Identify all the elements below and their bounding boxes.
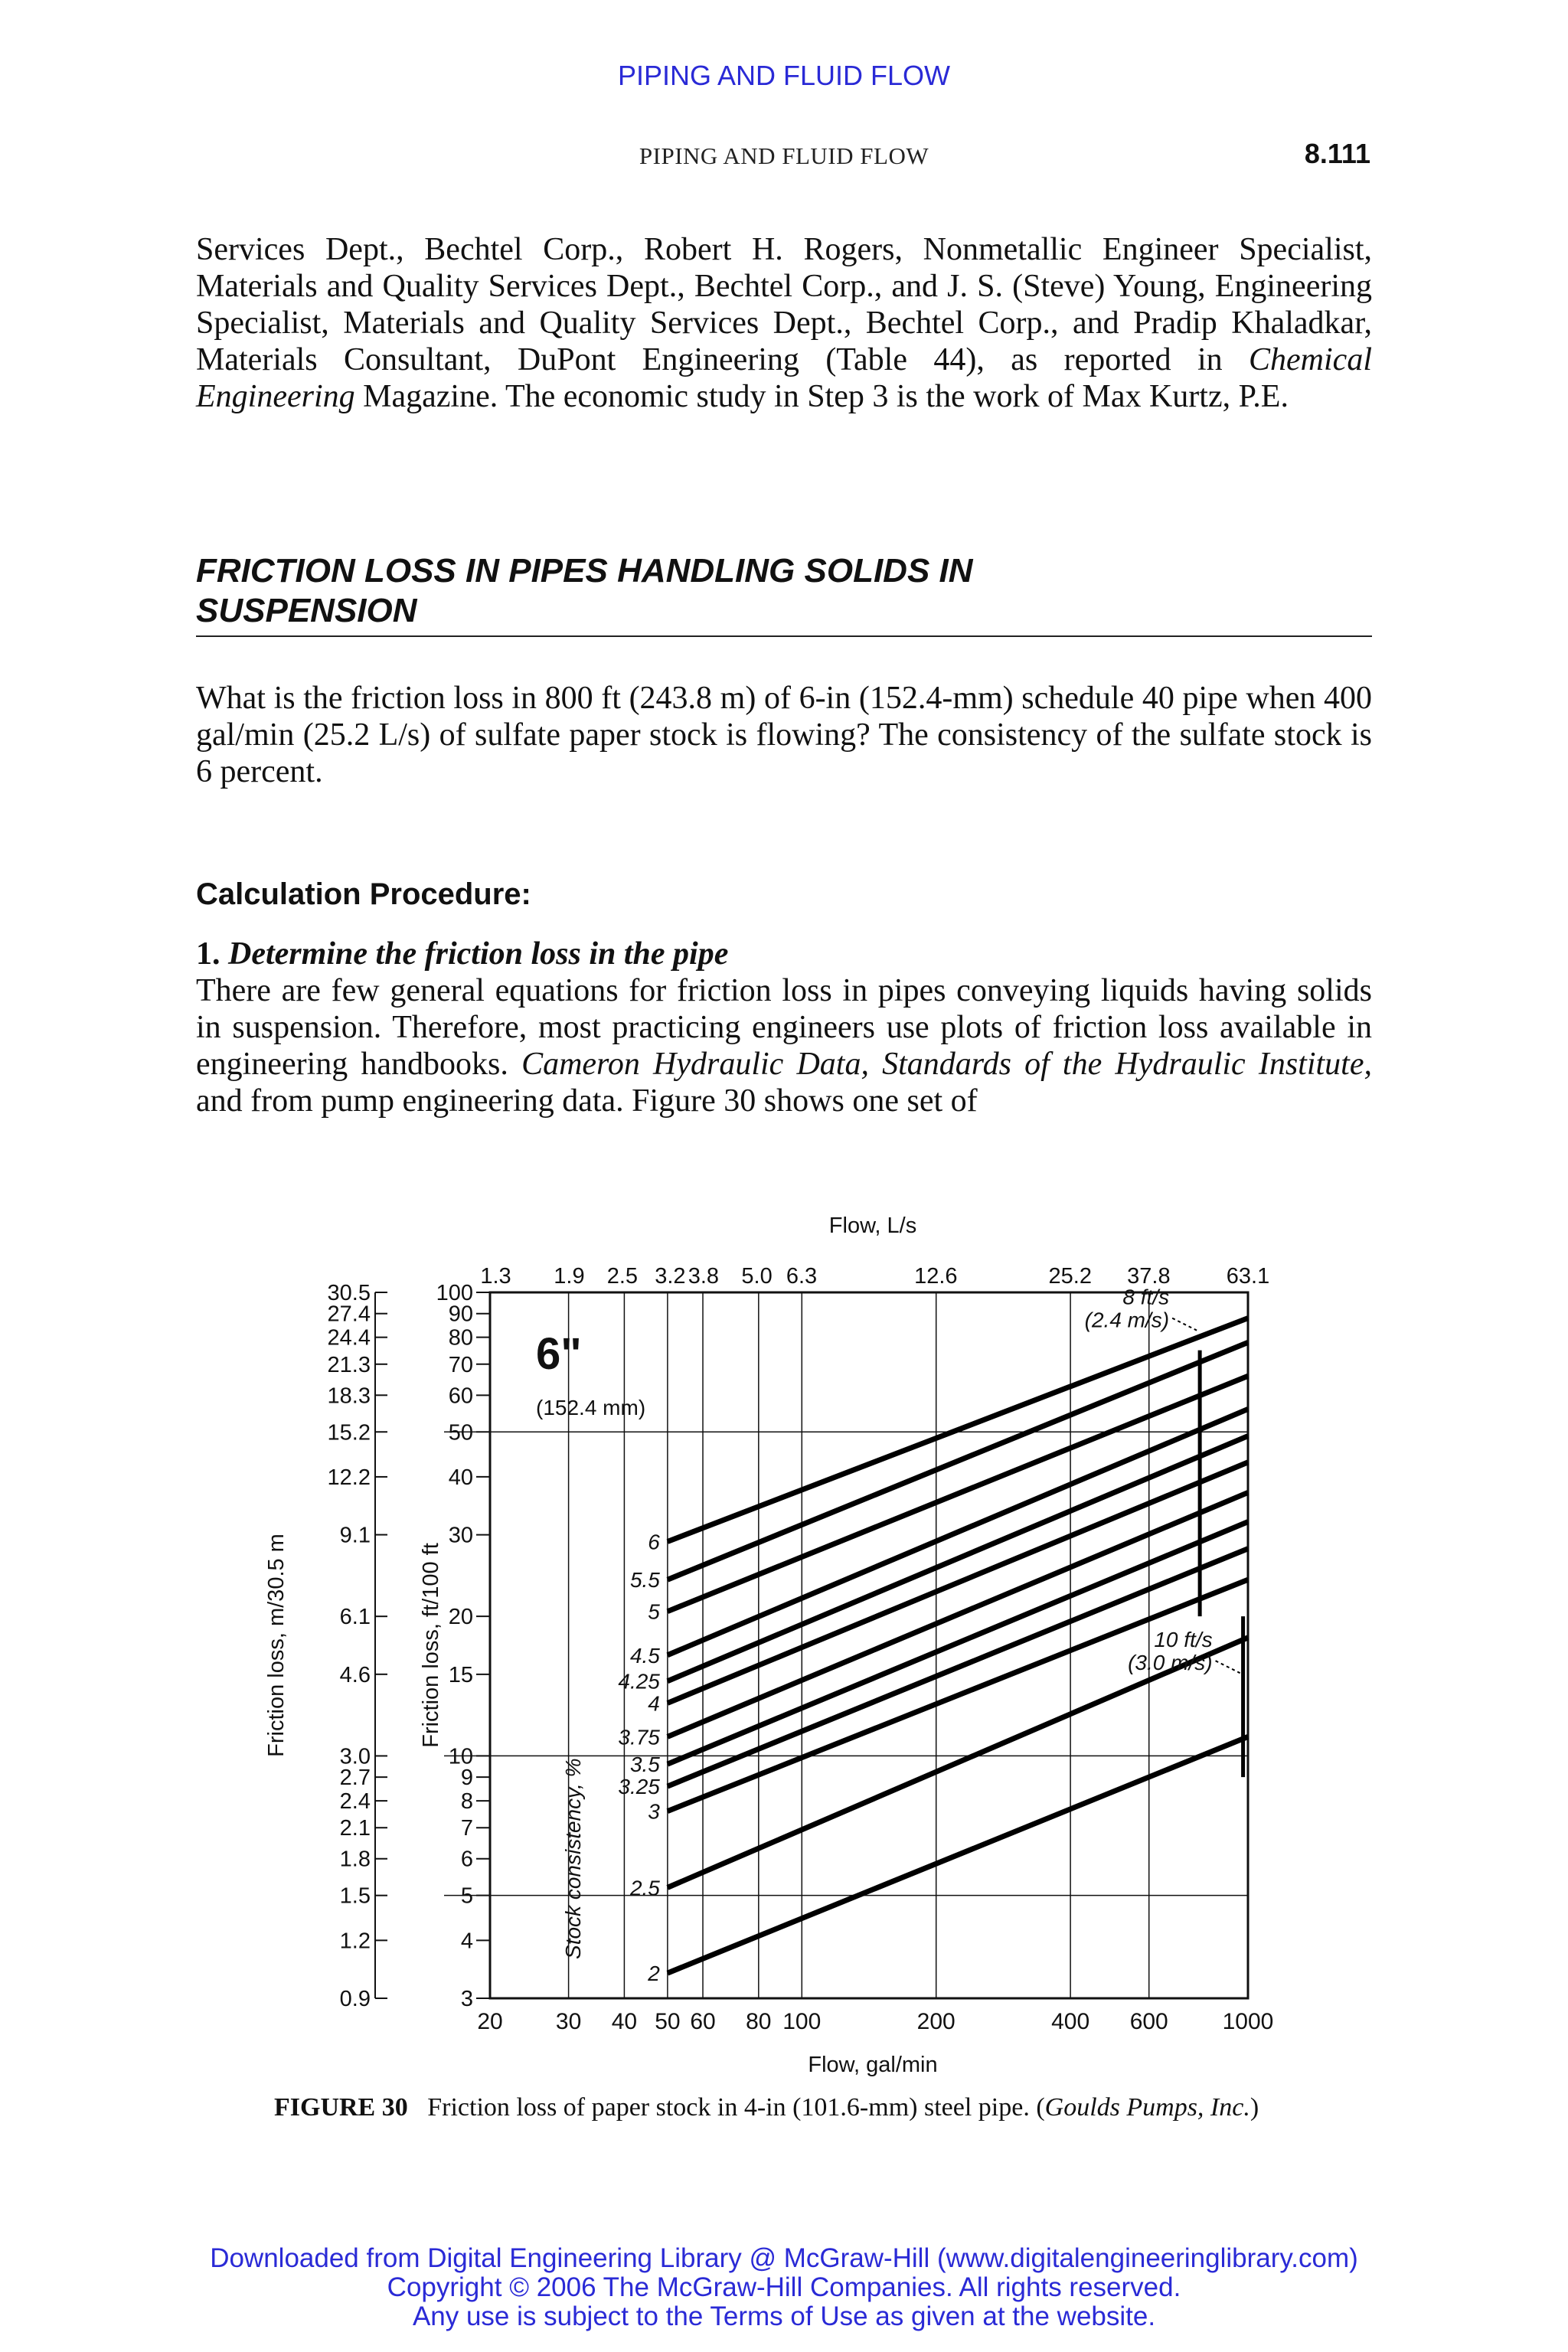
inner-y-tick-label: 9 [460, 1766, 473, 1791]
outer-y-axis-label: Friction loss, m/30.5 m [264, 1534, 289, 1757]
outer-y-tick-label: 4.6 [339, 1662, 371, 1687]
section-title-line1: FRICTION LOSS IN PIPES HANDLING SOLIDS IN [196, 552, 973, 590]
top-tick-label: 37.8 [1127, 1264, 1171, 1289]
inner-y-tick-label: 90 [448, 1302, 473, 1327]
step-heading [196, 936, 728, 972]
outer-y-tick-label: 3.0 [339, 1744, 371, 1769]
top-tick-label: 12.6 [914, 1264, 958, 1289]
section-title-line2: SUSPENSION [196, 592, 417, 629]
consistency-line [668, 1376, 1248, 1611]
step-number: 1. [196, 936, 220, 972]
inner-y-tick-label: 80 [448, 1325, 473, 1351]
top-tick-label: 3.2 [655, 1264, 686, 1289]
outer-y-tick-label: 1.5 [339, 1883, 371, 1909]
consistency-line-label: 5 [648, 1599, 660, 1624]
footer-line-1[interactable]: Downloaded from Digital Engineering Library @ McGraw-Hill (www.digitalengineeringlibrary.com) [210, 2243, 1358, 2273]
pipe-size-sublabel: (152.4 mm) [536, 1396, 646, 1419]
inner-y-tick-label: 7 [460, 1816, 473, 1841]
velocity-label: (3.0 m/s) [1128, 1651, 1213, 1675]
chapter-link[interactable]: PIPING AND FLUID FLOW [617, 60, 951, 91]
step-text-2: and from pump engineering data. Figure 30 shows one set of [196, 1083, 978, 1119]
outer-y-tick-label: 6.1 [339, 1605, 371, 1630]
outer-y-tick-label: 27.4 [327, 1302, 371, 1327]
top-tick-label: 63.1 [1226, 1264, 1270, 1289]
consistency-line [668, 1638, 1248, 1887]
inner-y-tick-label: 30 [448, 1523, 473, 1548]
consistency-line-label: 2.5 [629, 1876, 660, 1900]
inner-y-tick-label: 100 [436, 1281, 473, 1305]
velocity-label: (2.4 m/s) [1084, 1308, 1170, 1332]
bottom-tick-label: 60 [690, 2009, 716, 2034]
consistency-line-label: 6 [648, 1530, 660, 1554]
intro-text-2: Magazine. The economic study in Step 3 is the work of Max Kurtz, P.E. [354, 379, 1289, 414]
consistency-line-label: 3.25 [618, 1775, 660, 1799]
inner-y-tick-label: 15 [448, 1662, 473, 1687]
velocity-pointer [1216, 1661, 1240, 1673]
running-head: PIPING AND FLUID FLOW [639, 142, 929, 169]
velocity-pointer [1172, 1318, 1197, 1331]
consistency-line-label: 3.5 [629, 1753, 660, 1777]
step-text-1: There are few general equations for friction loss in pipes conveying liquids having solids in suspension. Therefore, most practicing engineers use plots of friction loss available in engineering handbooks. [196, 973, 1372, 1082]
procedure-heading: Calculation Procedure: [196, 877, 531, 911]
top-tick-label: 5.0 [741, 1264, 773, 1289]
consistency-line-label: 5.5 [629, 1568, 660, 1592]
inner-y-tick-label: 10 [448, 1744, 473, 1769]
outer-y-tick-label: 24.4 [327, 1325, 371, 1351]
inner-y-tick-label: 3 [460, 1987, 473, 2011]
bottom-tick-label: 50 [655, 2009, 681, 2034]
outer-y-tick-label: 0.9 [339, 1987, 371, 2011]
velocity-label: 10 ft/s [1154, 1628, 1213, 1652]
outer-y-tick-label: 2.4 [339, 1789, 371, 1815]
consistency-line [668, 1409, 1248, 1655]
bottom-tick-label: 100 [782, 2009, 822, 2034]
bottom-tick-label: 400 [1051, 2009, 1090, 2034]
consistency-line-label: 4.5 [629, 1643, 660, 1668]
section-rule [196, 635, 1372, 637]
inner-y-tick-label: 50 [448, 1420, 473, 1446]
consistency-line [668, 1736, 1248, 1973]
outer-y-tick-label: 12.2 [327, 1465, 371, 1490]
bottom-axis-label: Flow, gal/min [808, 2053, 938, 2077]
section-title [196, 551, 1038, 631]
figure-caption [274, 2092, 1289, 2124]
outer-y-tick-label: 30.5 [327, 1281, 371, 1305]
bottom-tick-label: 30 [555, 2009, 582, 2034]
consistency-line-label: 4 [648, 1691, 660, 1716]
outer-y-tick-label: 1.8 [339, 1847, 371, 1872]
friction-loss-chart [260, 1202, 1332, 2090]
intro-text-1: Services Dept., Bechtel Corp., Robert H. Rogers, Nonmetallic Engineer Specialist, Materials and Quality Services Dept., Bechtel Corp., and J. S. (Steve) Young, Engineering Specialist, Materials and Quality Services Dept., Bechtel Corp., and Pradip Khaladkar, Materials Consultant, DuPont Engineering (Table 44), as reported in [196, 232, 1372, 377]
outer-y-tick-label: 21.3 [327, 1352, 371, 1377]
consistency-line [668, 1342, 1248, 1579]
consistency-line [668, 1318, 1248, 1542]
outer-y-tick-label: 18.3 [327, 1383, 371, 1409]
intro-paragraph [196, 231, 1372, 415]
outer-y-tick-label: 1.2 [339, 1929, 371, 1954]
inner-y-tick-label: 20 [448, 1605, 473, 1630]
inner-y-tick-label: 60 [448, 1383, 473, 1409]
figure-caption-close: ) [1250, 2093, 1259, 2122]
bottom-tick-label: 1000 [1222, 2009, 1274, 2034]
step-text-italic: Cameron Hydraulic Data, Standards of the Hydraulic Institute, [521, 1047, 1372, 1082]
outer-y-tick-label: 9.1 [339, 1523, 371, 1548]
bottom-tick-label: 600 [1129, 2009, 1168, 2034]
consistency-line-label: 3.75 [618, 1725, 660, 1749]
consistency-line-label: 4.25 [618, 1669, 660, 1694]
outer-y-tick-label: 2.7 [339, 1766, 371, 1791]
figure-caption-text: Friction loss of paper stock in 4-in (101.6-mm) steel pipe. ( [427, 2093, 1045, 2122]
inner-y-tick-label: 40 [448, 1465, 473, 1490]
velocity-label: 8 ft/s [1122, 1285, 1170, 1309]
top-axis-label: Flow, L/s [828, 1214, 917, 1238]
top-tick-label: 6.3 [786, 1264, 818, 1289]
bottom-tick-label: 40 [611, 2009, 638, 2034]
pipe-size-label: 6" [536, 1329, 582, 1379]
inner-y-tick-label: 5 [460, 1883, 473, 1909]
footer-line-2[interactable]: Copyright © 2006 The McGraw-Hill Companies. All rights reserved. [387, 2272, 1181, 2302]
top-tick-label: 3.8 [688, 1264, 720, 1289]
outer-y-tick-label: 15.2 [327, 1420, 371, 1446]
chart-svg [260, 1202, 1332, 2090]
inner-y-tick-label: 4 [460, 1929, 473, 1954]
step-title: Determine the friction loss in the pipe [228, 936, 729, 972]
question-paragraph: What is the friction loss in 800 ft (243.8 m) of 6-in (152.4-mm) schedule 40 pipe when 400 gal/min (25.2 L/s) of sulfate paper stock is flowing? The consistency of the sulfate stock is 6 percent. [196, 681, 1372, 789]
top-tick-label: 25.2 [1048, 1264, 1092, 1289]
top-tick-label: 1.3 [480, 1264, 511, 1289]
page-number: 8.111 [1304, 138, 1370, 169]
footer-line-3[interactable]: Any use is subject to the Terms of Use as given at the website. [412, 2301, 1156, 2331]
consistency-line-label: 3 [648, 1799, 660, 1824]
bottom-tick-label: 20 [477, 2009, 503, 2034]
consistency-line-label: 2 [648, 1962, 660, 1986]
top-tick-label: 2.5 [606, 1264, 639, 1289]
figure-label: FIGURE 30 [274, 2093, 408, 2122]
inner-y-tick-label: 6 [460, 1847, 473, 1872]
inner-y-tick-label: 8 [460, 1789, 473, 1815]
bottom-tick-label: 200 [916, 2009, 956, 2034]
intro-italic: Chemical Engineering [196, 342, 1372, 414]
top-tick-label: 1.9 [554, 1264, 585, 1289]
figure-caption-source: Goulds Pumps, Inc. [1044, 2093, 1250, 2122]
consistency-axis-label: Stock consistency, % [561, 1758, 585, 1959]
inner-y-axis-label: Friction loss, ft/100 ft [419, 1543, 443, 1748]
step-paragraph [196, 972, 1372, 1119]
bottom-tick-label: 80 [746, 2009, 772, 2034]
inner-y-tick-label: 70 [448, 1352, 473, 1377]
outer-y-tick-label: 2.1 [339, 1816, 371, 1841]
